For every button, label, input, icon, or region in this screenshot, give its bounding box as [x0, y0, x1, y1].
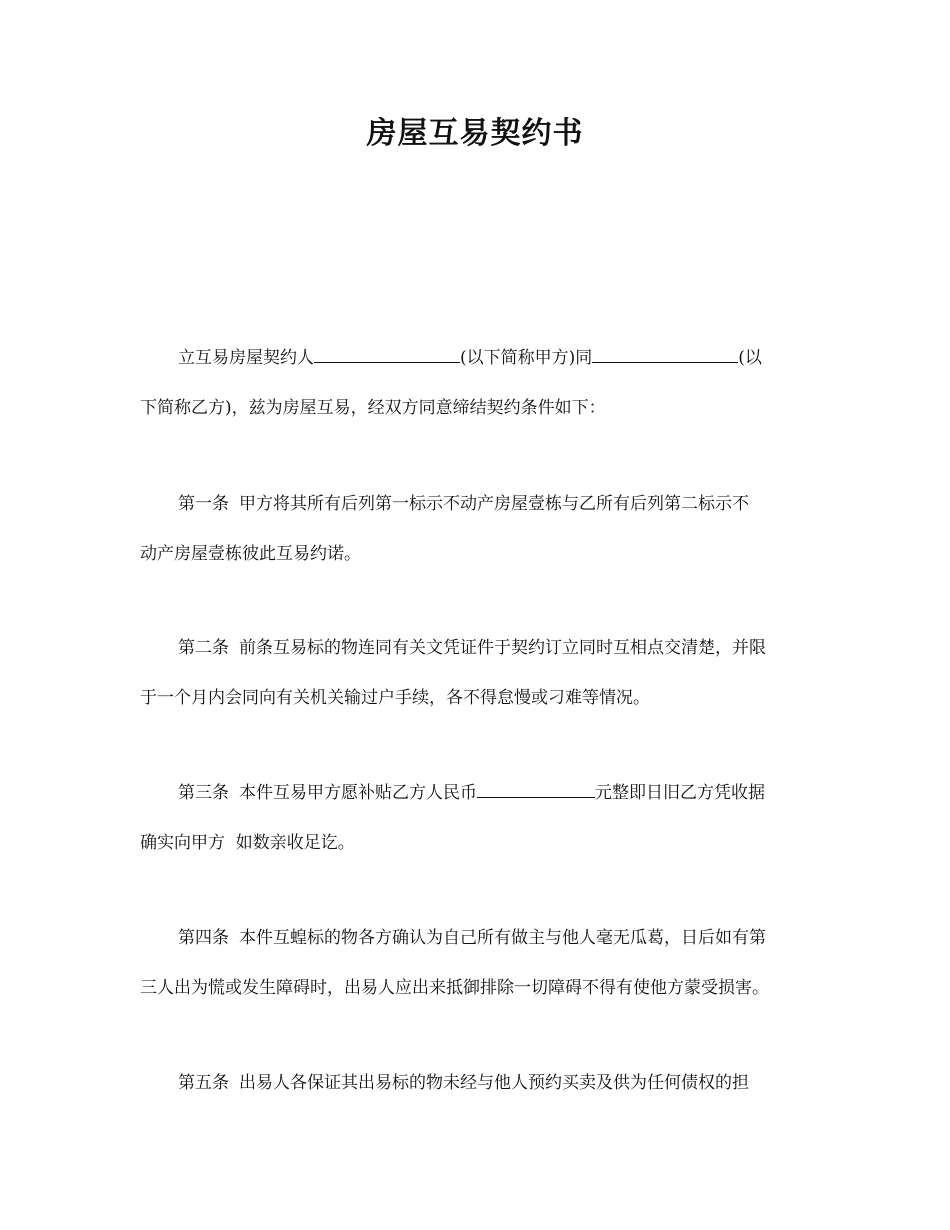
article-5-line-1 [140, 1058, 812, 1108]
article-3-line-1 [140, 768, 812, 818]
article-1 [140, 479, 812, 579]
article-2 [140, 623, 812, 723]
article-5 [140, 1058, 812, 1108]
article-1-text-1: 甲方将其所有后列第一标示不动产房屋壹栋与乙所有后列第二标示不 [239, 494, 749, 514]
article-3-label: 第三条 [178, 783, 229, 803]
article-3-line-2: 确实向甲方 如数亲收足讫。 [140, 833, 355, 853]
amount-blank [477, 780, 595, 798]
article-1-label: 第一条 [178, 494, 229, 514]
article-3-text-1: 本件互易甲方愿补贴乙方人民币 [239, 783, 477, 803]
article-4 [140, 913, 812, 1013]
article-5-label: 第五条 [178, 1073, 229, 1093]
party-a-blank [314, 345, 460, 363]
document-title: 房屋互易契约书 [366, 116, 584, 151]
article-1-line-2: 动产房屋壹栋彼此互易约诺。 [140, 544, 361, 564]
intro-text-1: 立互易房屋契约人 [178, 348, 314, 368]
article-2-text-1: 前条互易标的物连同有关文凭证件于契约订立同时互相点交清楚，并限 [239, 638, 766, 658]
article-4-text-1: 本件互蝗标的物各方确认为自己所有做主与他人毫无瓜葛，日后如有第 [239, 928, 766, 948]
party-b-blank [592, 345, 738, 363]
article-4-line-2: 三人出为慌或发生障碍时，出易人应出来抵御排除一切障碍不得有使他方蒙受损害。 [140, 978, 769, 998]
article-2-line-2: 于一个月内会同向有关机关输过户手续，各不得怠慢或刁难等情况。 [140, 688, 650, 708]
intro-text-2: (以下简称甲方)同 [460, 348, 593, 368]
intro-paragraph [140, 333, 812, 433]
intro-line-2: 下简称乙方)，兹为房屋互易，经双方同意缔结契约条件如下： [140, 398, 606, 418]
article-2-line-1 [140, 623, 812, 673]
intro-line-1 [140, 333, 812, 383]
article-3-text-2: 元整即日旧乙方凭收据 [595, 783, 765, 803]
article-5-text-1: 出易人各保证其出易标的物未经与他人预约买卖及供为任何债权的担 [239, 1073, 749, 1093]
article-1-line-1 [140, 479, 812, 529]
article-2-label: 第二条 [178, 638, 229, 658]
intro-text-3: (以 [738, 348, 762, 368]
article-4-line-1 [140, 913, 812, 963]
article-3 [140, 768, 812, 868]
article-4-label: 第四条 [178, 928, 229, 948]
